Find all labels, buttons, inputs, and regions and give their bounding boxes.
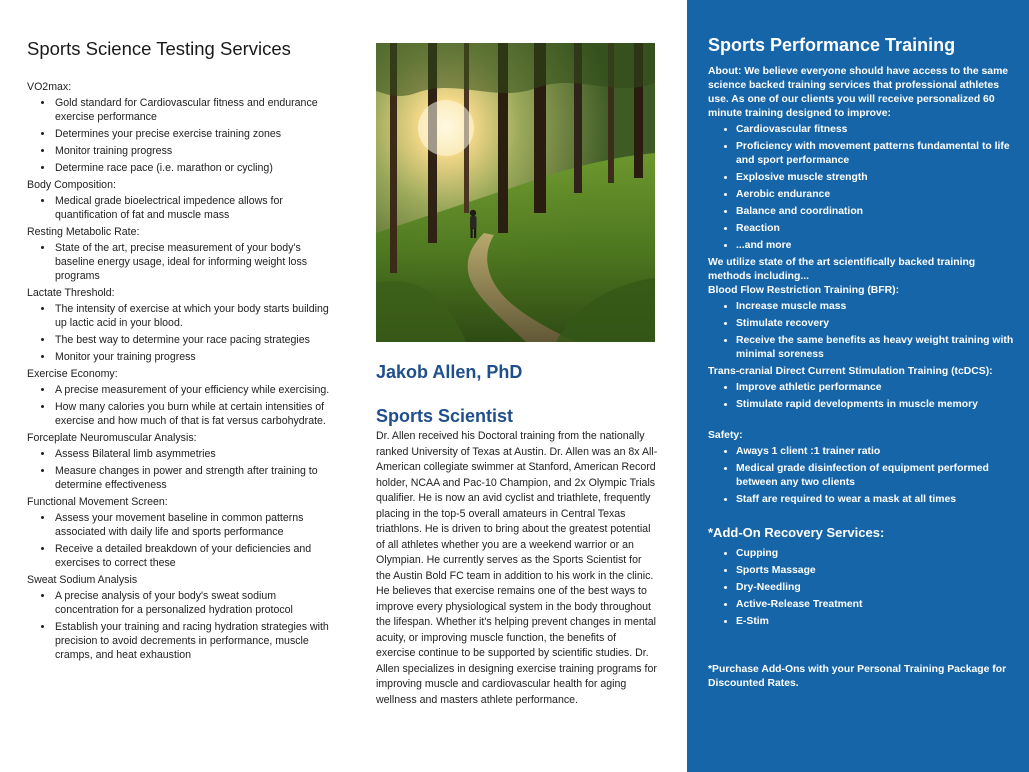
addon-footnote: *Purchase Add-Ons with your Personal Training Package for Discounted Rates. xyxy=(708,664,1007,689)
bullet-item: • Stimulate recovery xyxy=(736,317,1020,331)
bullet-item: • Monitor your training progress xyxy=(54,350,337,364)
scientist-name: Jakob Allen, PhD xyxy=(376,362,523,382)
section-title: VO2max: xyxy=(27,81,72,93)
section-title: Forceplate Neuromuscular Analysis: xyxy=(27,432,197,444)
section-title: Lactate Threshold: xyxy=(27,287,115,299)
bullet-item: • Balance and coordination xyxy=(736,205,1020,219)
bullet-item: • Cupping xyxy=(736,547,1020,561)
bullet-item: • Cardiovascular fitness xyxy=(736,123,1020,137)
performance-training-title: Sports Performance Training xyxy=(708,35,956,55)
performance-training-panel xyxy=(687,0,1029,772)
section-title: Body Composition: xyxy=(27,179,116,191)
bullet-item: • The best way to determine your race pacing strategies xyxy=(54,333,337,347)
bullet-item: • Establish your training and racing hydration strategies with precision to avoid decrements in performance, muscle cramps, and heat exhaustion xyxy=(54,620,337,662)
bullet-item: • Improve athletic performance xyxy=(736,381,1020,395)
scientist-role: Sports Scientist xyxy=(376,406,514,426)
bullet-item: • Receive the same benefits as heavy weight training with minimal soreness xyxy=(736,334,1020,362)
bullet-item: • Monitor training progress xyxy=(54,144,337,158)
tdcs-list xyxy=(708,381,1020,412)
bullet-item: • Sports Massage xyxy=(736,564,1020,578)
section-title: Functional Movement Screen: xyxy=(27,496,168,508)
bullet-item: • Determines your precise exercise training zones xyxy=(54,127,337,141)
methods-intro: We utilize state of the art scientifically backed training methods including... xyxy=(708,257,976,282)
bullet-item: • Gold standard for Cardiovascular fitness and endurance exercise performance xyxy=(54,96,337,124)
bullet-item: • Aways 1 client :1 trainer ratio xyxy=(736,445,1020,459)
about-text: About: We believe everyone should have access to the same science backed training services that professional athletes use. As one of our clients you will receive personalized 60 minute training designed to improve: xyxy=(708,66,1009,119)
bullet-item: • Determine race pace (i.e. marathon or cycling) xyxy=(54,161,337,175)
bullet-item: • How many calories you burn while at certain intensities of exercise and how much of that is fat versus carbohydrate. xyxy=(54,400,337,428)
bullet-item: • E-Stim xyxy=(736,615,1020,629)
bullet-item: • Stimulate rapid developments in muscle memory xyxy=(736,398,1020,412)
scientist-bio-column xyxy=(376,360,658,708)
bullet-item: • Increase muscle mass xyxy=(736,300,1020,314)
forest-runner-photo xyxy=(376,43,655,342)
bullet-item: • Dry-Needling xyxy=(736,581,1020,595)
section-bullet-list xyxy=(27,383,337,428)
safety-title: Safety: xyxy=(708,430,743,441)
bullet-item: • Measure changes in power and strength after training to determine effectiveness xyxy=(54,464,337,492)
bullet-item: • Assess Bilateral limb asymmetries xyxy=(54,447,337,461)
section-title: Exercise Economy: xyxy=(27,368,118,380)
bullet-item: • Aerobic endurance xyxy=(736,188,1020,202)
bullet-item: • State of the art, precise measurement of your body's baseline energy usage, ideal for informing weight loss programs xyxy=(54,241,337,283)
safety-list xyxy=(708,445,1020,507)
testing-sections xyxy=(27,80,337,662)
addon-title: *Add-On Recovery Services: xyxy=(708,525,885,540)
bullet-item: • Medical grade disinfection of equipment performed between any two clients xyxy=(736,462,1020,490)
section-bullet-list xyxy=(27,96,337,175)
tdcs-title: Trans-cranial Direct Current Stimulation Training (tcDCS): xyxy=(708,366,993,377)
section-bullet-list xyxy=(27,194,337,222)
section-title: Sweat Sodium Analysis xyxy=(27,574,138,586)
section-bullet-list xyxy=(27,241,337,283)
bullet-item: • Assess your movement baseline in common patterns associated with daily life and sports performance xyxy=(54,511,337,539)
testing-services-title: Sports Science Testing Services xyxy=(27,38,291,59)
bullet-item: • Receive a detailed breakdown of your deficiencies and exercises to correct these xyxy=(54,542,337,570)
section-bullet-list xyxy=(27,589,337,662)
testing-services-column xyxy=(27,38,337,665)
section-bullet-list xyxy=(27,302,337,364)
bullet-item: • Explosive muscle strength xyxy=(736,171,1020,185)
bullet-item: • The intensity of exercise at which your body starts building up lactic acid in your blood. xyxy=(54,302,337,330)
improve-list xyxy=(708,123,1020,253)
bfr-list xyxy=(708,300,1020,362)
bullet-item: • Proficiency with movement patterns fundamental to life and sport performance xyxy=(736,140,1020,168)
section-bullet-list xyxy=(27,511,337,570)
section-bullet-list xyxy=(27,447,337,492)
bullet-item: • ...and more xyxy=(736,239,1020,253)
scientist-bio: Dr. Allen received his Doctoral training from the nationally ranked University of Texas at Austin. Dr. Allen was an 8x All-American collegiate swimmer at Stanford, American Record holder, NCAA and Pac-10 Champion, and 2x Olympic Trials qualifier. He is now an avid cyclist and triathlete, frequently placing in the top-5 overall amateurs in Central Texas triathlons. He is driven to bring about the greatest potential of all athletes whether you are a weekend warrior or an Olympian. He currently serves as the Sports Scientist for the Austin Bold FC team in addition to his work in the clinic. He believes that exercise remains one of the best ways to improve every physiological system in the body throughout the lifespan. Whether it's helping prevent changes in mental acuity, or improving muscle function, the benefits of exercise continue to be supported by scientific studies. Dr. Allen specializes in designing exercise training programs for improving muscle and cardiovascular health for aging wellness and masters athlete performance. xyxy=(376,430,658,706)
bfr-title: Blood Flow Restriction Training (BFR): xyxy=(708,285,900,296)
bullet-item: • Staff are required to wear a mask at all times xyxy=(736,493,1020,507)
section-title: Resting Metabolic Rate: xyxy=(27,226,140,238)
bullet-item: • Active-Release Treatment xyxy=(736,598,1020,612)
bullet-item: • A precise measurement of your efficiency while exercising. xyxy=(54,383,337,397)
bullet-item: • Medical grade bioelectrical impedence allows for quantification of fat and muscle mass xyxy=(54,194,337,222)
bullet-item: • A precise analysis of your body's sweat sodium concentration for a personalized hydration protocol xyxy=(54,589,337,617)
addon-list xyxy=(708,547,1020,629)
bullet-item: • Reaction xyxy=(736,222,1020,236)
